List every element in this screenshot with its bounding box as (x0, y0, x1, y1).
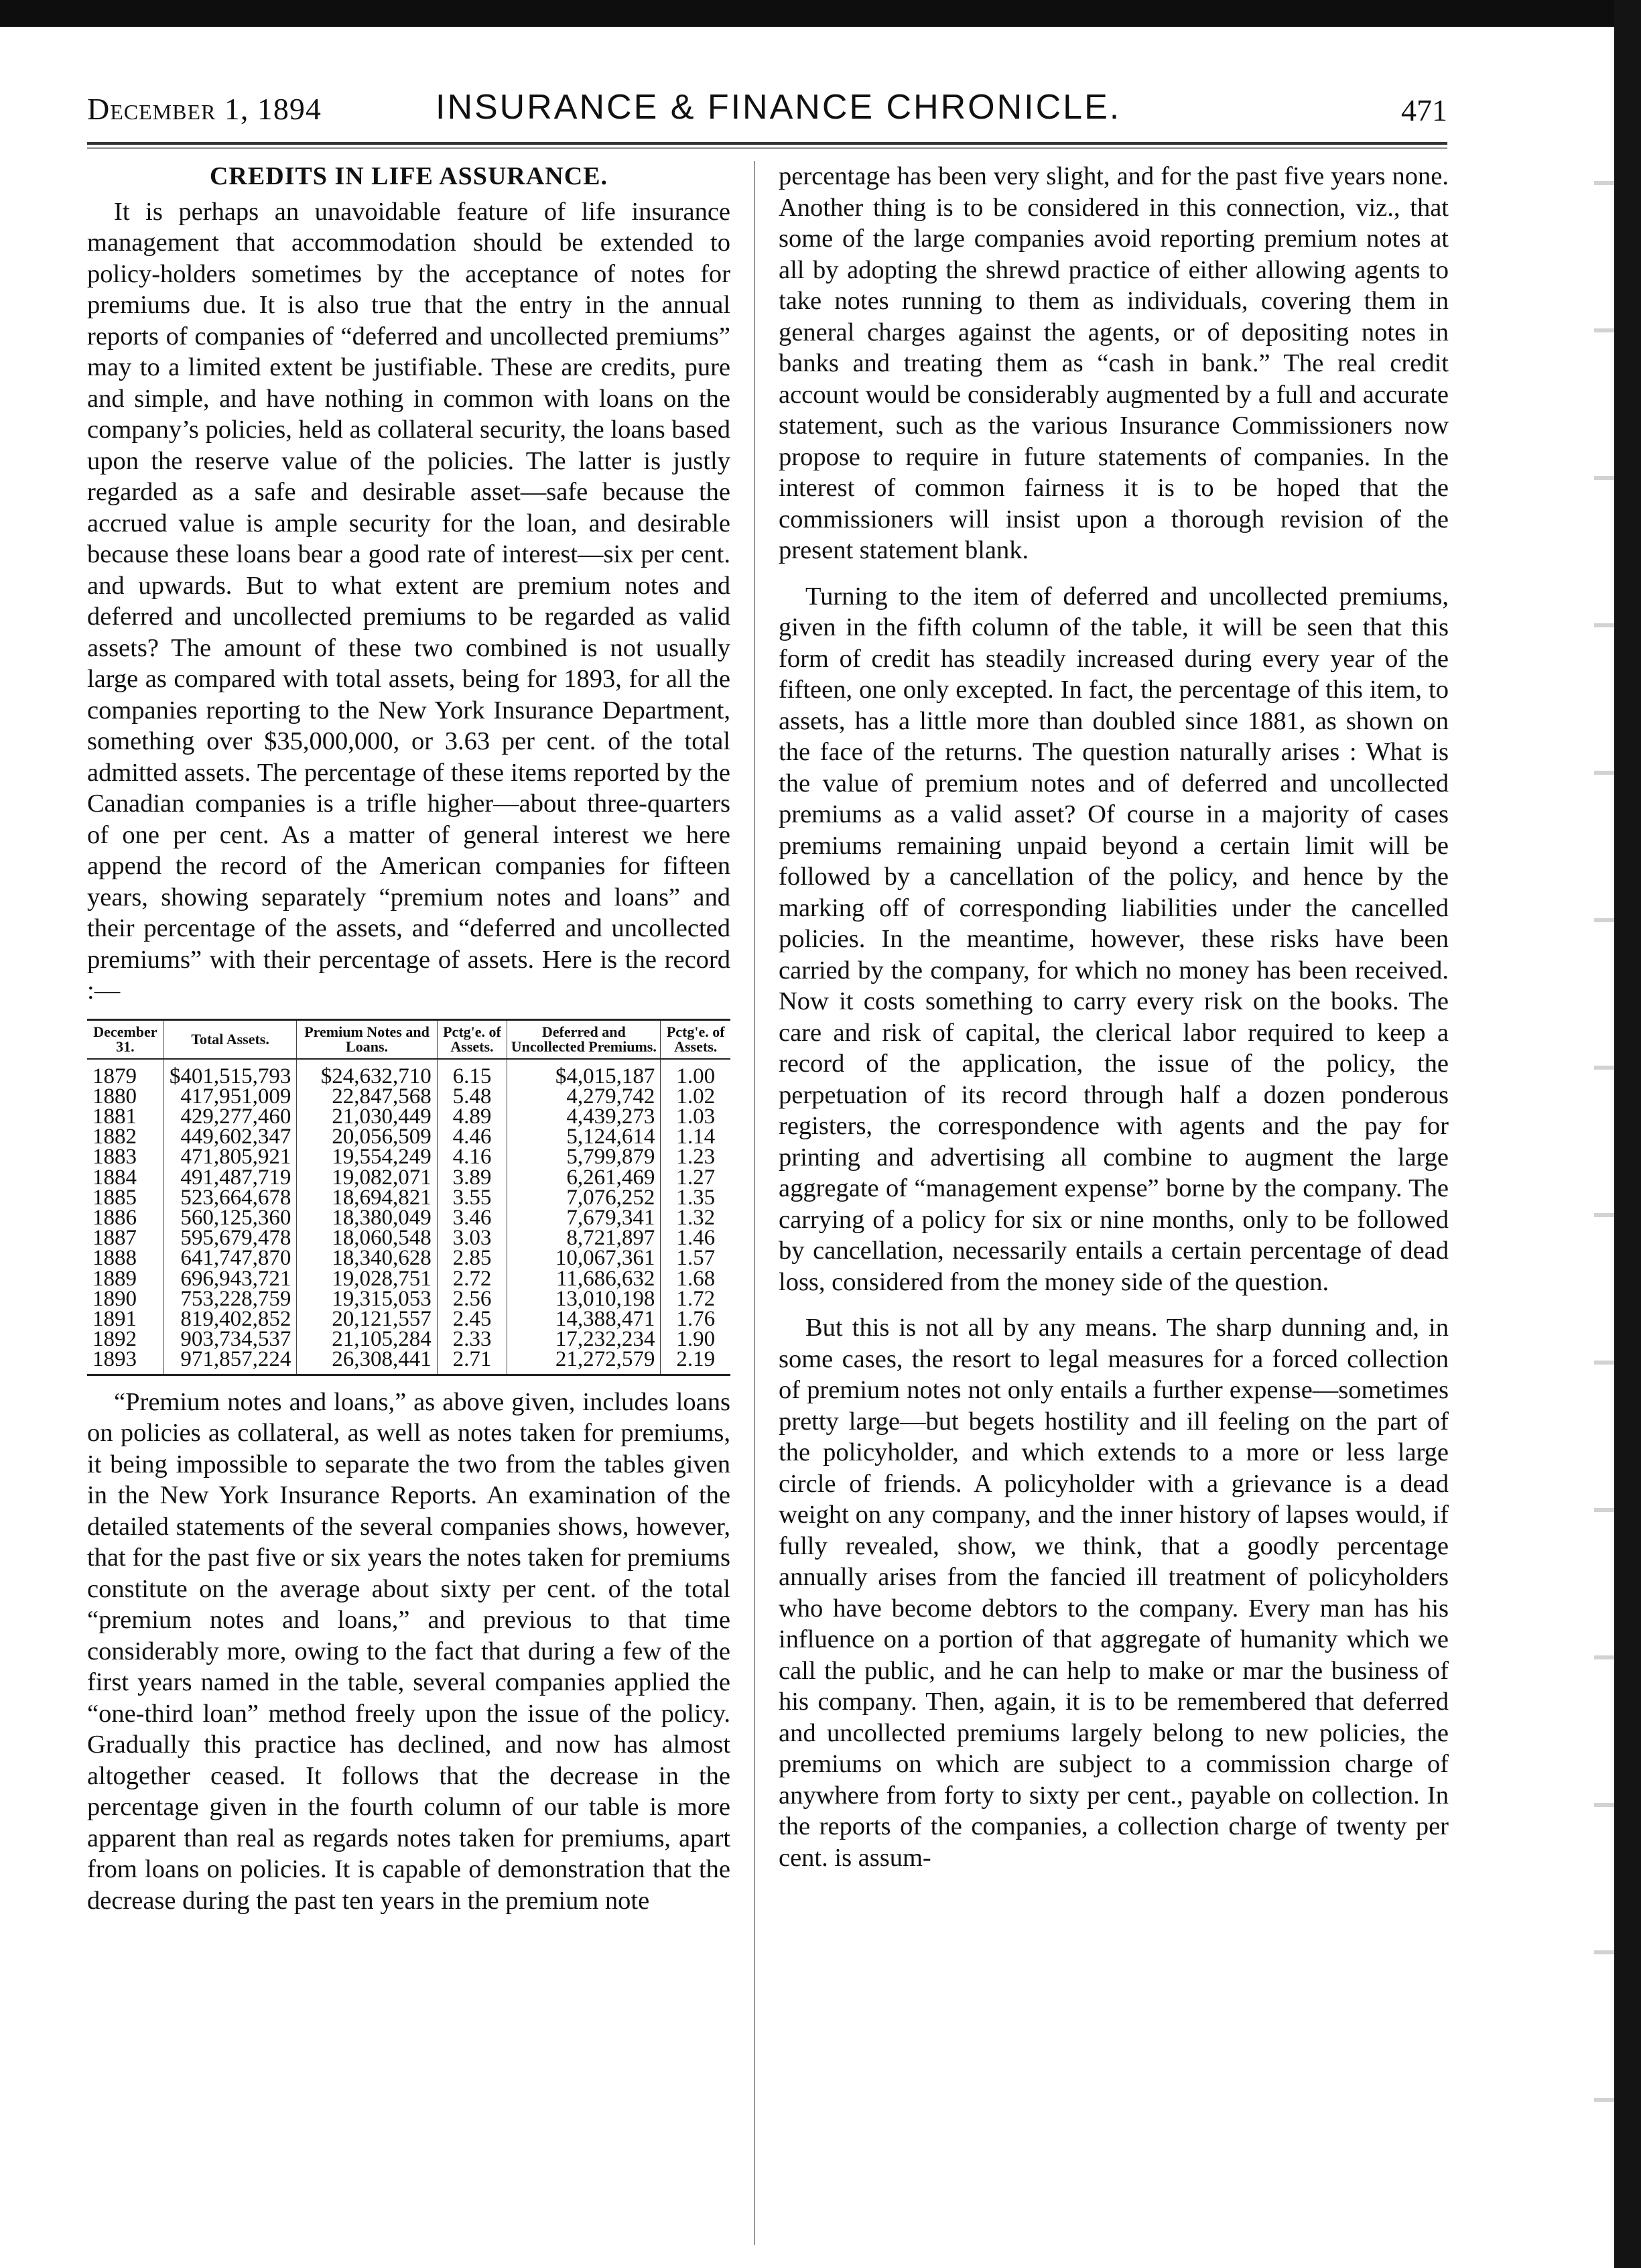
cell-pct-notes: 2.45 (437, 1309, 507, 1329)
cell-total-assets: 903,734,537 (163, 1329, 297, 1349)
publication-title: INSURANCE & FINANCE CHRONICLE. (436, 88, 1122, 127)
cell-pct-deferred: 1.00 (676, 1064, 716, 1088)
cell-year: 1880 (87, 1086, 163, 1107)
cell-pct-notes: 2.33 (437, 1329, 507, 1349)
table-row (87, 1107, 730, 1127)
cell-pct-notes: 5.48 (437, 1086, 507, 1107)
cell-pct-notes: 2.72 (437, 1269, 507, 1289)
left-paragraph-1: It is perhaps an unavoidable feature of life insurance management that accommodation should be extended to policy-holders sometimes by the acceptance of notes for premiums due. It is also true that the entry in the annual reports of companies of “deferred and uncollected premiums” may to a limited extent be justifiable. These are credits, pure and simple, and have nothing in common with loans on the company’s policies, held as collateral security, the loans based upon the reserve value of the policies. The latter is justly regarded as a safe and desirable asset—safe because the accrued value is ample security for the loan, and desirable because these loans bear a good rate of interest—six per cent. and upwards. But to what extent are premium notes and deferred and uncollected premiums to be regarded as valid assets? The amount of these two combined is not usually large as compared with total assets, being for 1893, for all the companies reporting to the New York Insurance Department, something over $35,000,000, or 3.63 per cent. of the total admitted assets. The percentage of these items reported by the Canadian companies is a trifle higher—about three-quarters of one per cent. As a matter of general interest we here append the record of the American companies for fifteen years, showing separately “premium notes and loans” and their percentage of the assets, and “deferred and uncollected premiums” with their percentage of assets. Here is the record :— (87, 197, 730, 1005)
cell-premium-notes: 19,315,053 (297, 1289, 437, 1309)
cell-year: 1883 (87, 1147, 163, 1167)
left-paragraph-2: “Premium notes and loans,” as above given, includes loans on policies as collateral, as well as notes taken for premiums, it being impossible to separate the two from the tables given in the New York Insurance Reports. An examination of the detailed statements of the several companies shows, however, that for the past five or six years the notes taken for premiums constitute on the average about sixty per cent. of the total “premium notes and loans,” and previous to that time considerably more, owing to the fact that during a few of the first years named in the table, several companies applied the “one-third loan” method freely upon the issue of the policy. Gradually this practice has declined, and now has almost altogether ceased. It follows that the decrease in the percentage given in the fourth column of our table is more apparent than real as regards notes taken for premiums, apart from loans on policies. It is capable of demonstration that the decrease during the past ten years in the premium note (87, 1387, 730, 1915)
scan-right-border (1614, 0, 1641, 2268)
cell-deferred: 7,076,252 (507, 1188, 661, 1208)
cell-total-assets: 523,664,678 (163, 1188, 297, 1208)
table-row (87, 1228, 730, 1248)
table-body (87, 1059, 730, 1374)
cell-premium-notes: 18,340,628 (297, 1248, 437, 1268)
running-header (87, 87, 1447, 134)
table-row (87, 1309, 730, 1329)
cell-premium-notes: 18,694,821 (297, 1188, 437, 1208)
cell-premium-notes: 26,308,441 (297, 1349, 437, 1373)
cell-pct-deferred: 1.57 (676, 1246, 716, 1271)
cell-pct-deferred: 2.19 (676, 1347, 716, 1372)
cell-pct-deferred: 1.68 (676, 1266, 716, 1291)
cell-pct-deferred: 1.76 (676, 1306, 716, 1331)
cell-deferred: 4,439,273 (507, 1107, 661, 1127)
table-row (87, 1269, 730, 1289)
table-row (87, 1248, 730, 1268)
cell-total-assets: 819,402,852 (163, 1309, 297, 1329)
col-header-premium-notes: Premium Notes and Loans. (297, 1021, 437, 1059)
cell-year: 1889 (87, 1269, 163, 1289)
cell-deferred: 5,799,879 (507, 1147, 661, 1167)
cell-total-assets: 971,857,224 (163, 1349, 297, 1373)
cell-pct-notes: 4.16 (437, 1147, 507, 1167)
cell-pct-notes: 3.03 (437, 1228, 507, 1248)
header-rule-thin (87, 147, 1447, 149)
cell-total-assets: 641,747,870 (163, 1248, 297, 1268)
cell-deferred: 5,124,614 (507, 1127, 661, 1147)
cell-year: 1888 (87, 1248, 163, 1268)
cell-pct-notes: 4.89 (437, 1107, 507, 1127)
table-row (87, 1208, 730, 1228)
cell-premium-notes: 18,060,548 (297, 1228, 437, 1248)
cell-deferred: $4,015,187 (507, 1059, 661, 1086)
assets-table-container (87, 1019, 730, 1376)
cell-deferred: 14,388,471 (507, 1309, 661, 1329)
table-row (87, 1127, 730, 1147)
cell-pct-notes: 2.71 (437, 1349, 507, 1373)
cell-pct-notes: 2.56 (437, 1289, 507, 1309)
cell-total-assets: 417,951,009 (163, 1086, 297, 1107)
cell-pct-deferred: 1.23 (676, 1145, 716, 1170)
cell-total-assets: 429,277,460 (163, 1107, 297, 1127)
cell-premium-notes: 19,082,071 (297, 1168, 437, 1188)
right-paragraph-1: percentage has been very slight, and for the past five years none. Another thing is to be considered in this connection, viz., that some of the large companies avoid reporting premium notes at all by adopting the shrewd practice of either allowing agents to take notes running to them as individuals, covering them in general charges against the agents, or of depositing notes in banks and treating them as “cash in bank.” The real credit account would be considerably augmented by a full and accurate statement, such as the various Insurance Commissioners now propose to require in future statements of companies. In the interest of common fairness it is to be hoped that the commissioners will insist upon a thorough revision of the present statement blank. (779, 162, 1449, 564)
scan-top-border (0, 0, 1641, 27)
cell-premium-notes: 21,105,284 (297, 1329, 437, 1349)
cell-total-assets: $401,515,793 (163, 1059, 297, 1086)
cell-pct-notes: 3.89 (437, 1168, 507, 1188)
cell-year: 1881 (87, 1107, 163, 1127)
cell-deferred: 17,232,234 (507, 1329, 661, 1349)
cell-year: 1885 (87, 1188, 163, 1208)
cell-year: 1892 (87, 1329, 163, 1349)
table-row (87, 1349, 730, 1373)
right-paragraph-2: Turning to the item of deferred and uncollected premiums, given in the fifth column of the table, it will be seen that this form of credit has steadily increased during every year of the fifteen, one only excepted. In fact, the percentage of this item, to assets, has a little more than doubled since 1881, as shown on the face of the returns. The question naturally arises : What is the value of premium notes and of deferred and uncollected premiums as a valid asset? Of course in a majority of cases premiums remaining unpaid beyond a certain limit will be followed by a cancellation of the policy, and hence by the marking off of corresponding liabilities under the cancelled policies. In the meantime, however, these risks have been carried by the company, for which no money has been received. Now it costs something to carry every risk on the books. The care and risk of capital, the clerical labor required to keep a record of the application, the issue of the policy, the perpetuation of its record through half a dozen ponderous registers, the correspondence with agents and the pay for printing and advertising all combine to augment the large aggregate of “management expense” borne by the company. The carrying of a policy for six or nine months, only to be followed by cancellation, necessarily entails a certain percentage of dead loss, considered from the money side of the question. (779, 582, 1449, 1296)
cell-deferred: 7,679,341 (507, 1208, 661, 1228)
cell-pct-deferred: 1.14 (676, 1125, 716, 1149)
cell-pct-deferred: 1.02 (676, 1084, 716, 1109)
cell-year: 1886 (87, 1208, 163, 1228)
table-header-row (87, 1021, 730, 1059)
cell-total-assets: 560,125,360 (163, 1208, 297, 1228)
cell-year: 1893 (87, 1349, 163, 1373)
table-row (87, 1289, 730, 1309)
cell-pct-deferred: 1.90 (676, 1327, 716, 1352)
table-row (87, 1168, 730, 1188)
cell-pct-notes: 3.55 (437, 1188, 507, 1208)
cell-year: 1890 (87, 1289, 163, 1309)
column-divider (754, 161, 755, 2245)
cell-total-assets: 595,679,478 (163, 1228, 297, 1248)
col-header-deferred: Deferred and Uncollected Premiums. (507, 1021, 661, 1059)
cell-premium-notes: 20,121,557 (297, 1309, 437, 1329)
left-column (87, 161, 730, 1916)
cell-premium-notes: 19,554,249 (297, 1147, 437, 1167)
table-row (87, 1147, 730, 1167)
cell-year: 1882 (87, 1127, 163, 1147)
cell-total-assets: 449,602,347 (163, 1127, 297, 1147)
table-row (87, 1329, 730, 1349)
cell-premium-notes: 20,056,509 (297, 1127, 437, 1147)
cell-pct-deferred: 1.46 (676, 1226, 716, 1251)
cell-pct-notes: 6.15 (437, 1059, 507, 1086)
cell-total-assets: 696,943,721 (163, 1269, 297, 1289)
cell-deferred: 4,279,742 (507, 1086, 661, 1107)
cell-pct-deferred: 1.35 (676, 1185, 716, 1210)
cell-deferred: 13,010,198 (507, 1289, 661, 1309)
cell-premium-notes: 18,380,049 (297, 1208, 437, 1228)
header-rule (87, 142, 1447, 145)
col-header-total-assets: Total Assets. (163, 1021, 297, 1059)
right-paragraph-3: But this is not all by any means. The sharp dunning and, in some cases, the resort to legal measures for a forced collection of premium notes not only entails a further expense—sometimes pretty large—but begets hostility and ill feeling on the part of the policyholder, and which extends to a more or less large circle of friends. A policyholder with a grievance is a dead weight on any company, and the inner history of lapses would, if fully revealed, show, we think, that a goodly percentage annually arises from the fancied ill treatment of policyholders who have become debtors to the company. Every man has his influence on a portion of that aggregate of humanity which we call the public, and he can help to make or mar the business of his company. Then, again, it is to be remembered that deferred and uncollected premiums largely belong to new policies, the premiums on which are subject to a commission charge of anywhere from forty to sixty per cent., payable on collection. In the reports of the companies, a collection charge of twenty per cent. is assum- (779, 1314, 1449, 1872)
cell-year: 1879 (87, 1059, 163, 1086)
cell-premium-notes: $24,632,710 (297, 1059, 437, 1086)
cell-pct-deferred: 1.27 (676, 1165, 716, 1190)
cell-premium-notes: 22,847,568 (297, 1086, 437, 1107)
cell-pct-notes: 3.46 (437, 1208, 507, 1228)
col-header-pct-2: Pctg'e. of Assets. (661, 1021, 730, 1059)
scan-edge-noise (1594, 121, 1614, 2198)
table-row (87, 1059, 730, 1086)
right-column (779, 161, 1449, 1873)
cell-pct-deferred: 1.72 (676, 1286, 716, 1311)
cell-deferred: 21,272,579 (507, 1349, 661, 1373)
cell-total-assets: 471,805,921 (163, 1147, 297, 1167)
cell-pct-deferred: 1.03 (676, 1104, 716, 1129)
cell-year: 1887 (87, 1228, 163, 1248)
cell-year: 1884 (87, 1168, 163, 1188)
cell-pct-deferred: 1.32 (676, 1205, 716, 1230)
cell-premium-notes: 19,028,751 (297, 1269, 437, 1289)
header-date: December 1, 1894 (87, 92, 322, 126)
cell-deferred: 11,686,632 (507, 1269, 661, 1289)
cell-pct-notes: 2.85 (437, 1248, 507, 1268)
col-header-pct-1: Pctg'e. of Assets. (437, 1021, 507, 1059)
assets-table (87, 1021, 730, 1374)
article-title: CREDITS IN LIFE ASSURANCE. (209, 162, 608, 190)
cell-deferred: 10,067,361 (507, 1248, 661, 1268)
cell-year: 1891 (87, 1309, 163, 1329)
cell-premium-notes: 21,030,449 (297, 1107, 437, 1127)
cell-pct-notes: 4.46 (437, 1127, 507, 1147)
table-row (87, 1086, 730, 1107)
cell-deferred: 6,261,469 (507, 1168, 661, 1188)
cell-deferred: 8,721,897 (507, 1228, 661, 1248)
cell-total-assets: 753,228,759 (163, 1289, 297, 1309)
page-number: 471 (1401, 93, 1447, 127)
cell-total-assets: 491,487,719 (163, 1168, 297, 1188)
table-row (87, 1188, 730, 1208)
col-header-year: December 31. (87, 1021, 163, 1059)
